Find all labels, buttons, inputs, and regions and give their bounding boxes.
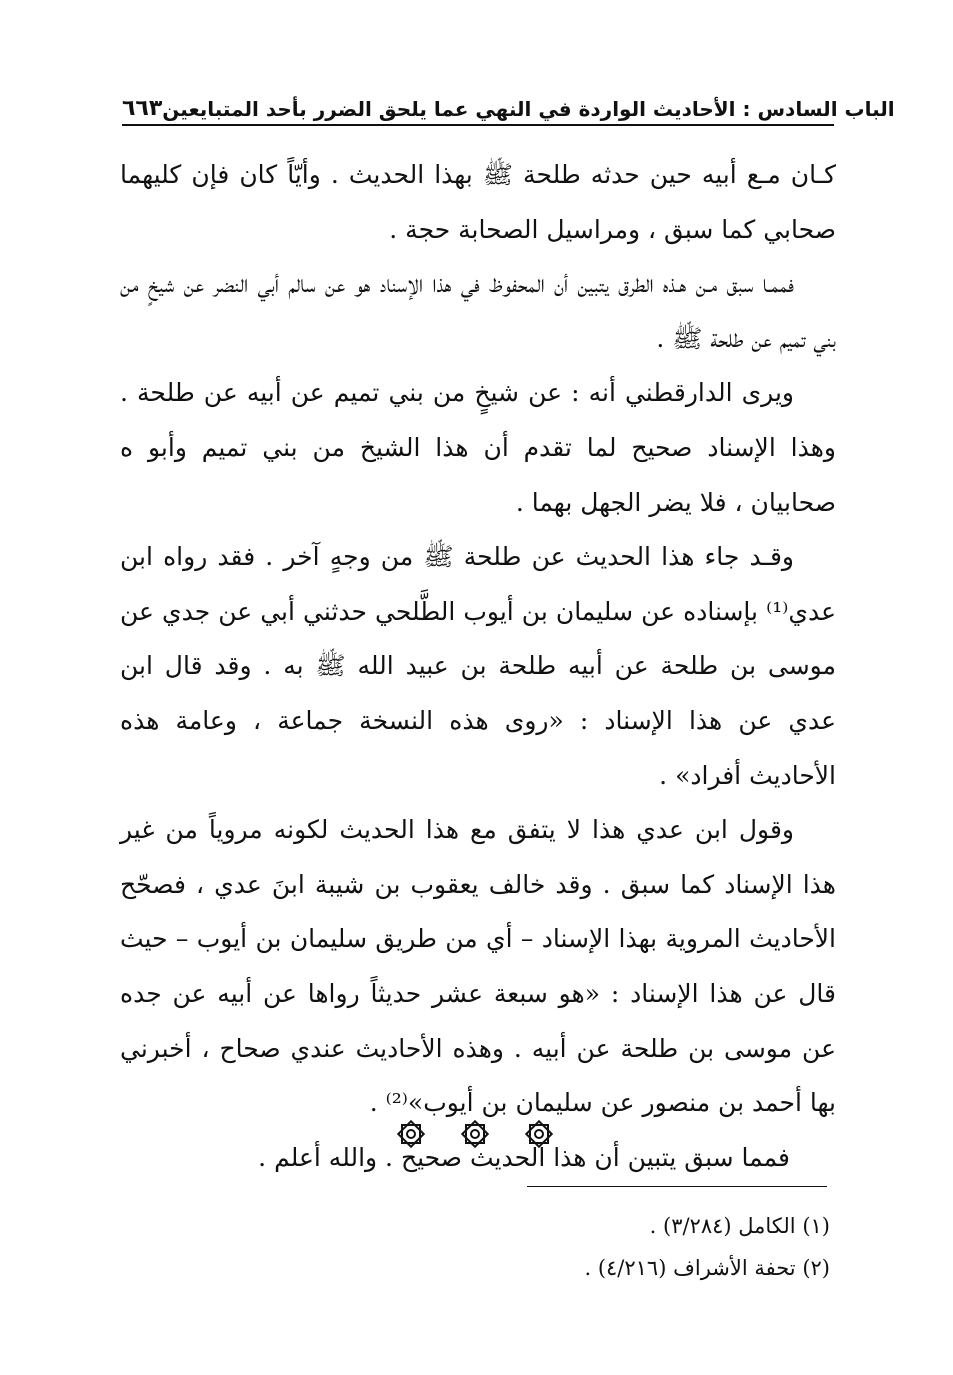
chapter-title: الباب السادس : الأحاديث الواردة في النهي عما يلحق الضرر بأحد المتبايعين: [162, 97, 895, 121]
page-number: ٦٦٣: [122, 96, 163, 121]
footnote-divider: [527, 1186, 827, 1187]
footnote: (١) الكامل (٣/٢٨٤) .: [649, 1214, 830, 1238]
footnotes: [300, 1205, 830, 1289]
paragraph-conclusion: فمما سبق يتبين أن هذا الحديث صحيح . والله أعلم .: [258, 1142, 790, 1172]
running-header: [122, 80, 895, 124]
footnote: (٢) تحفة الأشراف (٤/٢١٦) .: [584, 1256, 830, 1280]
paragraph: وقول ابن عدي هذا لا يتفق مع هذا الحديث لكونه مروياً من غير هذا الإسناد كما سبق . وقد خالف يعقوب بن شيبة ابنَ عدي ، فصحّح الأحاديث المروية بهذا الإسناد – أي من طريق سليمان بن أيوب – حيث قال عن هذا الإسناد : «هو سبعة عشر حديثاً رواها عن أبيه عن جده عن موسى بن طلحة عن أبيه . وهذه الأحاديث عندي صحاح ، أخبرني بها أحمد بن منصور عن سليمان بن أيوب»⁽²⁾ .: [120, 815, 836, 1118]
header-divider: [122, 124, 834, 126]
paragraph: ويرى الدارقطني أنه : عن شيخٍ من بني تميم عن أبيه عن طلحة . وهذا الإسناد صحيح لما تقدم أن هذا الشيخ من بني تميم وأبو ه صحابيان ، فلا يضر الجهل بهما .: [120, 378, 836, 517]
paragraph: فممـا سبق مـن هـذه الطرق يتبين أن المحفوظ في هذا الإسناد هو عن سالم أبي النضر عن شيخٍ من بني تميم عن طلحة ﷺ .: [120, 269, 836, 353]
section-end-ornaments: [395, 1118, 555, 1150]
eight-point-star-icon: [523, 1118, 555, 1150]
paragraph: وقـد جاء هذا الحديث عن طلحة ﷺ من وجهٍ آخر . فقد رواه ابن عدي⁽¹⁾ بإسناده عن سليمان بن أيوب الطَّلحي حدثني أبي عن جدي عن موسى بن طلحة عن أبيه طلحة بن عبيد الله ﷺ به . وقد قال ابن عدي عن هذا الإسناد : «روى هذه النسخة جماعة ، وعامة هذه الأحاديث أفراد» .: [120, 542, 836, 790]
paragraph: كـان مـع أبيه حين حدثه طلحة ﷺ بهذا الحديث . وأيّاً كان فإن كليهما صحابي كما سبق ، ومراسيل الصحابة حجة .: [120, 160, 836, 244]
main-text: [120, 148, 836, 1185]
eight-point-star-icon: [459, 1118, 491, 1150]
eight-point-star-icon: [395, 1118, 427, 1150]
